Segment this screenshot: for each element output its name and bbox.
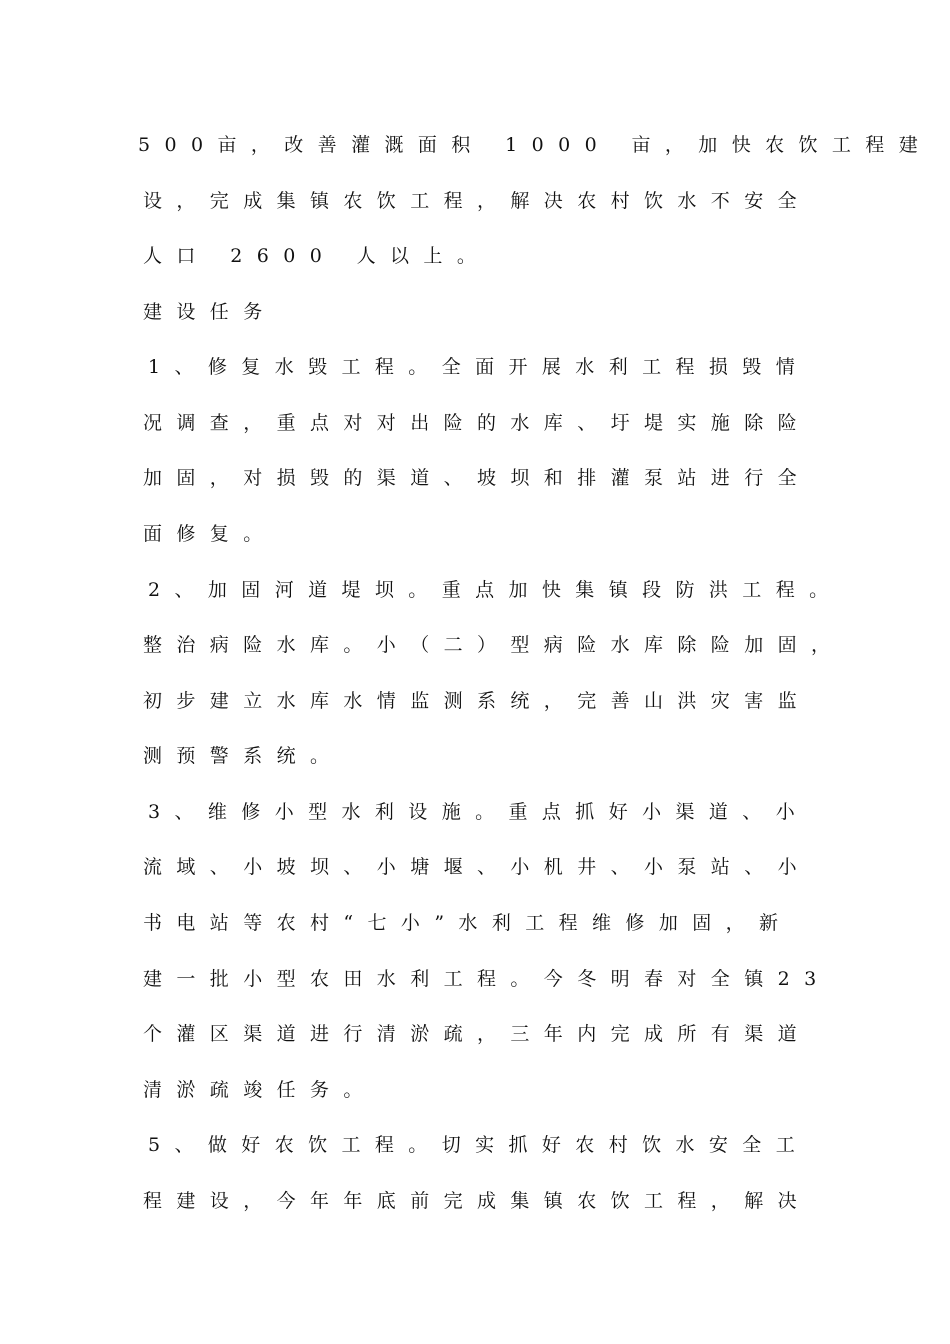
text-line: 整治病险水库。小（二）型病险水库除险加固， [143, 634, 845, 656]
text-line: 清淤疏竣任务。 [143, 1079, 377, 1101]
text-line: 况调查，重点对对出险的水库、圩堤实施除险 [143, 412, 812, 434]
section-heading: 建设任务 [143, 301, 277, 323]
text-line: 流域、小坡坝、小塘堰、小机井、小泵站、小 [143, 856, 812, 878]
text-line: 个灌区渠道进行清淤疏，三年内完成所有渠道 [143, 1023, 812, 1045]
text-line: 建一批小型农田水利工程。今冬明春对全镇23 [143, 968, 831, 990]
text-line: 书电站等农村“七小”水利工程维修加固，新 [143, 912, 793, 934]
text-line: 5、做好农饮工程。切实抓好农村饮水安全工 [148, 1134, 810, 1156]
text-line: 初步建立水库水情监测系统，完善山洪灾害监 [143, 690, 812, 712]
text-line: 500亩，改善灌溉面积 1000 亩，加快农饮工程建 [138, 134, 933, 156]
text-line: 2、加固河道堤坝。重点加快集镇段防洪工程。 [148, 579, 843, 601]
text-line: 加固，对损毁的渠道、坡坝和排灌泵站进行全 [143, 467, 812, 489]
text-line: 面修复。 [143, 523, 277, 545]
text-line: 3、维修小型水利设施。重点抓好小渠道、小 [148, 801, 810, 823]
text-line: 测预警系统。 [143, 745, 344, 767]
text-line: 设，完成集镇农饮工程，解决农村饮水不安全 [143, 190, 812, 212]
text-line: 人口 2600 人以上。 [143, 245, 491, 267]
text-line: 1、修复水毁工程。全面开展水利工程损毁情 [148, 356, 810, 378]
text-line: 程建设，今年年底前完成集镇农饮工程，解决 [143, 1190, 812, 1212]
